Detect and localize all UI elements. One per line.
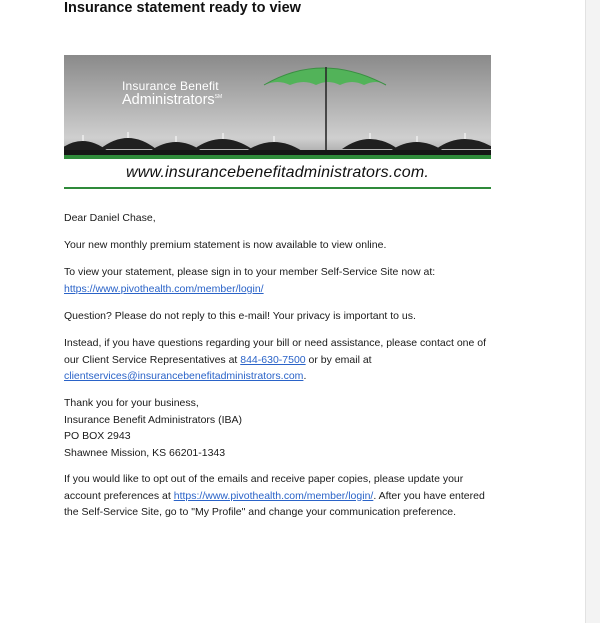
member-login-link[interactable]: https://www.pivothealth.com/member/login/ — [64, 282, 264, 295]
contact-text-end: . — [303, 370, 307, 382]
question-notice: Question? Please do not reply to this e-mail! Your privacy is important to us. — [64, 310, 416, 322]
statement-notice: Your new monthly premium statement is now available to view online. — [64, 239, 387, 251]
greeting: Dear Daniel Chase, — [64, 212, 156, 224]
right-scroll-gutter — [585, 0, 600, 623]
email-subject: Insurance statement ready to view — [64, 0, 301, 16]
account-preferences-link[interactable]: https://www.pivothealth.com/member/login/ — [173, 489, 374, 502]
logo-line-1: Insurance Benefit — [122, 79, 219, 93]
phone-link[interactable]: 844-630-7500 — [240, 353, 306, 366]
logo-trademark: SM — [214, 93, 223, 100]
contact-paragraph — [64, 335, 494, 385]
opt-out-text-end: . After you have entered the Self-Service Site, go to "My Profile" and change your communication preference. — [64, 489, 485, 518]
contact-text: Instead, if you have questions regarding your bill or need assistance, please contact one of our Client Service Representatives at — [64, 337, 487, 366]
banner-website-url: www.insurancebenefitadministrators.com. — [64, 159, 491, 189]
address-line-2: Shawnee Mission, KS 66201-1343 — [64, 446, 226, 459]
header-banner-image — [64, 55, 491, 159]
opt-out-paragraph — [64, 471, 494, 521]
org-name: Insurance Benefit Administrators (IBA) — [64, 413, 242, 426]
address-line-1: PO BOX 2943 — [64, 430, 131, 442]
iba-logo — [122, 80, 222, 108]
view-statement-paragraph — [64, 264, 494, 297]
signature-block — [64, 395, 494, 461]
contact-text-email-intro: or by email at — [305, 353, 372, 366]
thanks-line: Thank you for your business, — [64, 397, 199, 409]
client-services-email-link[interactable]: clientservices@insurancebenefitadministrators.com — [64, 370, 304, 382]
view-statement-text: To view your statement, please sign in to your member Self-Service Site now at: — [64, 266, 436, 278]
logo-line-2: Administrators — [122, 91, 215, 108]
opt-out-text: If you would like to opt out of the emails and receive paper copies, please update your account preferences at — [64, 473, 464, 502]
